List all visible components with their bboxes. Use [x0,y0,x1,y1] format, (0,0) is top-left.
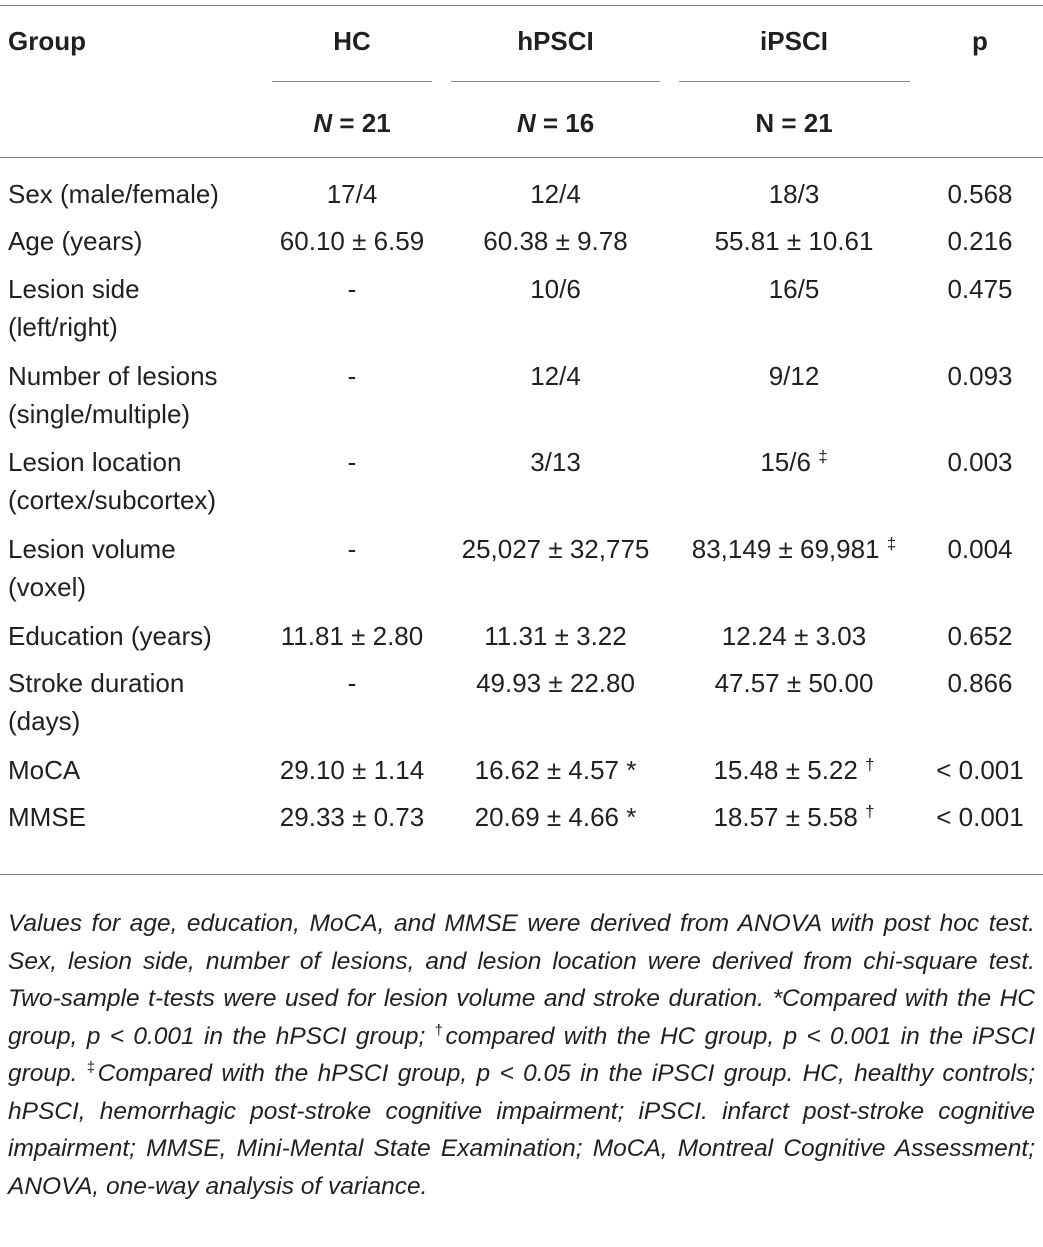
cell-hpsci [443,443,668,481]
cell-hpsci-value: 11.31 ± 3.22 [484,621,627,651]
row-label-line1: Lesion volume [8,534,176,564]
cell-hc-value: 11.81 ± 2.80 [280,621,424,651]
cell-ipsci-value: 18/3 [768,179,820,209]
cell-hc-value: - [347,361,357,391]
cell-ipsci [670,530,918,568]
cell-hpsci [443,617,668,655]
cell-hpsci-value: 60.38 ± 9.78 [483,226,628,256]
cell-hc [262,798,442,836]
cell-ipsci-significance-mark: ‡ [818,447,828,466]
cell-hc [262,175,442,213]
row-label [8,222,142,260]
row-label [8,530,176,606]
header-ipsci-n: N = 21 [755,108,833,138]
cell-hpsci-value: 3/13 [530,447,581,477]
cell-ipsci [670,798,918,836]
cell-ipsci [670,617,918,655]
cell-ipsci-significance-mark: † [865,802,875,821]
cell-ipsci-value: 12.24 ± 3.03 [721,621,867,651]
header-p: p [972,26,988,56]
cell-ipsci [670,443,918,481]
cell-hc [262,222,442,260]
footnote-part3: Compared with the hPSCI group, p < 0.05 in the iPSCI group. HC, healthy controls; hPSCI, hemorrhagic post-stroke cognitive impairment; iPSCI. infarct post-stroke cognitive impairment; MMSE, Mini-Mental State Examination; MoCA, Montreal Cognitive Assessment; ANOVA, one-way analysis of variance. [8,1060,1036,1200]
cell-p [920,530,1040,568]
footnote-part1: Values for age, education, MoCA, and MMSE were derived from ANOVA with post hoc test. Sex, lesion side, number of lesions, and lesion location were derived from chi-square test. Two-sample t-tests were used for lesion volume and stroke duration. *Compared with the HC group, p < 0.001 in the hPSCI group; [8,910,1035,1050]
header-hpsci: hPSCI [517,26,594,56]
cell-hpsci-value: 12/4 [530,179,581,209]
cell-p-value: 0.004 [947,534,1013,564]
cell-hpsci [443,357,668,395]
cell-ipsci-value: 83,149 ± 69,981 [691,534,880,564]
cell-p [920,357,1040,395]
cell-p-value: 0.652 [947,621,1013,651]
row-label-line1: Lesion side [8,274,140,304]
cell-hc [262,751,442,789]
header-hc-underline [272,81,432,82]
cell-hpsci [443,751,668,789]
cell-hc-value: - [347,534,357,564]
row-label [8,270,140,346]
cell-ipsci-value: 47.57 ± 50.00 [714,668,874,698]
row-label-line1: Education (years) [8,621,212,651]
row-label [8,751,80,789]
header-hpsci-n: N = 16 [516,108,595,138]
cell-p-value: 0.003 [947,447,1013,477]
row-label-line1: Number of lesions [8,361,218,391]
cell-p-value: 0.568 [947,179,1013,209]
row-label [8,175,219,213]
cell-p [920,617,1040,655]
row-label [8,443,216,519]
cell-hc-value: - [347,668,357,698]
header-hc-n: N = 21 [313,108,391,138]
header-group: Group [8,26,86,56]
header-ipsci: iPSCI [760,26,828,56]
cell-ipsci [670,751,918,789]
cell-p [920,798,1040,836]
row-label [8,798,86,836]
cell-ipsci-significance-mark: ‡ [886,534,897,553]
cell-ipsci-significance-mark: † [865,755,875,774]
row-label-line1: MMSE [8,802,86,832]
row-label [8,664,184,740]
cell-p-value: < 0.001 [936,755,1024,785]
row-label-line1: Sex (male/female) [8,179,219,209]
cell-hc [262,664,442,702]
cell-p-value: 0.866 [947,668,1013,698]
row-label [8,357,218,433]
cell-p [920,270,1040,308]
cell-hc [262,530,442,568]
row-label-line2: (days) [8,706,81,736]
cell-hpsci-value: 25,027 ± 32,775 [461,534,650,564]
cell-hc-value: 17/4 [326,179,378,209]
cell-ipsci-value: 15/6 [760,447,811,477]
header-hpsci-underline [451,81,660,82]
cell-p-value: 0.216 [947,226,1013,256]
footnote-dagger: † [434,1021,446,1039]
row-label-line2: (cortex/subcortex) [8,485,217,515]
cell-ipsci-value: 15.48 ± 5.22 [713,755,858,785]
cell-p-value: < 0.001 [936,802,1024,832]
cell-ipsci-value: 55.81 ± 10.61 [714,226,874,256]
table-header-rule [0,157,1043,158]
cell-hc [262,443,442,481]
cell-p-value: 0.093 [947,361,1013,391]
cell-p [920,443,1040,481]
cell-hc-value: 29.10 ± 1.14 [279,755,425,785]
table-footnote [8,905,1035,1205]
cell-ipsci-value: 16/5 [768,274,820,304]
footnote-double-dagger: ‡ [86,1059,98,1076]
cell-ipsci [670,175,918,213]
cell-hc [262,270,442,308]
header-hc: HC [333,26,371,56]
cell-p-value: 0.475 [947,274,1013,304]
cell-ipsci [670,222,918,260]
cell-hpsci-value: 16.62 ± 4.57 * [474,755,637,785]
row-label-line1: MoCA [8,755,81,785]
row-label [8,617,212,655]
header-ipsci-underline [679,81,910,82]
cell-hc [262,617,442,655]
cell-hpsci [443,222,668,260]
cell-p [920,175,1040,213]
table-top-rule [0,5,1043,6]
cell-ipsci-value: 18.57 ± 5.58 [713,802,858,832]
cell-ipsci-value: 9/12 [768,361,820,391]
cell-hpsci-value: 12/4 [530,361,581,391]
cell-p [920,664,1040,702]
cell-hpsci [443,270,668,308]
cell-hc-value: - [347,274,357,304]
cell-hpsci [443,664,668,702]
cell-hc-value: 29.33 ± 0.73 [279,802,425,832]
cell-hc-value: - [347,447,357,477]
table-bottom-rule [0,874,1043,875]
cell-ipsci [670,270,918,308]
cell-p [920,222,1040,260]
footnote-part2: compared with the HC group, p < 0.001 in the iPSCI group. [8,1022,1036,1087]
cell-hc [262,357,442,395]
cell-p [920,751,1040,789]
row-label-line1: Age (years) [8,226,143,256]
cell-ipsci [670,664,918,702]
row-label-line1: Stroke duration [8,668,185,698]
cell-hpsci-value: 20.69 ± 4.66 * [474,802,637,832]
cell-hpsci [443,175,668,213]
row-label-line2: (left/right) [8,312,118,342]
row-label-line2: (voxel) [8,572,87,602]
cell-hpsci [443,530,668,568]
cell-hpsci-value: 49.93 ± 22.80 [476,668,635,698]
cell-ipsci [670,357,918,395]
row-label-line2: (single/multiple) [8,399,191,429]
cell-hpsci-value: 10/6 [530,274,581,304]
row-label-line1: Lesion location [8,447,182,477]
cell-hc-value: 60.10 ± 6.59 [279,226,425,256]
cell-hpsci [443,798,668,836]
